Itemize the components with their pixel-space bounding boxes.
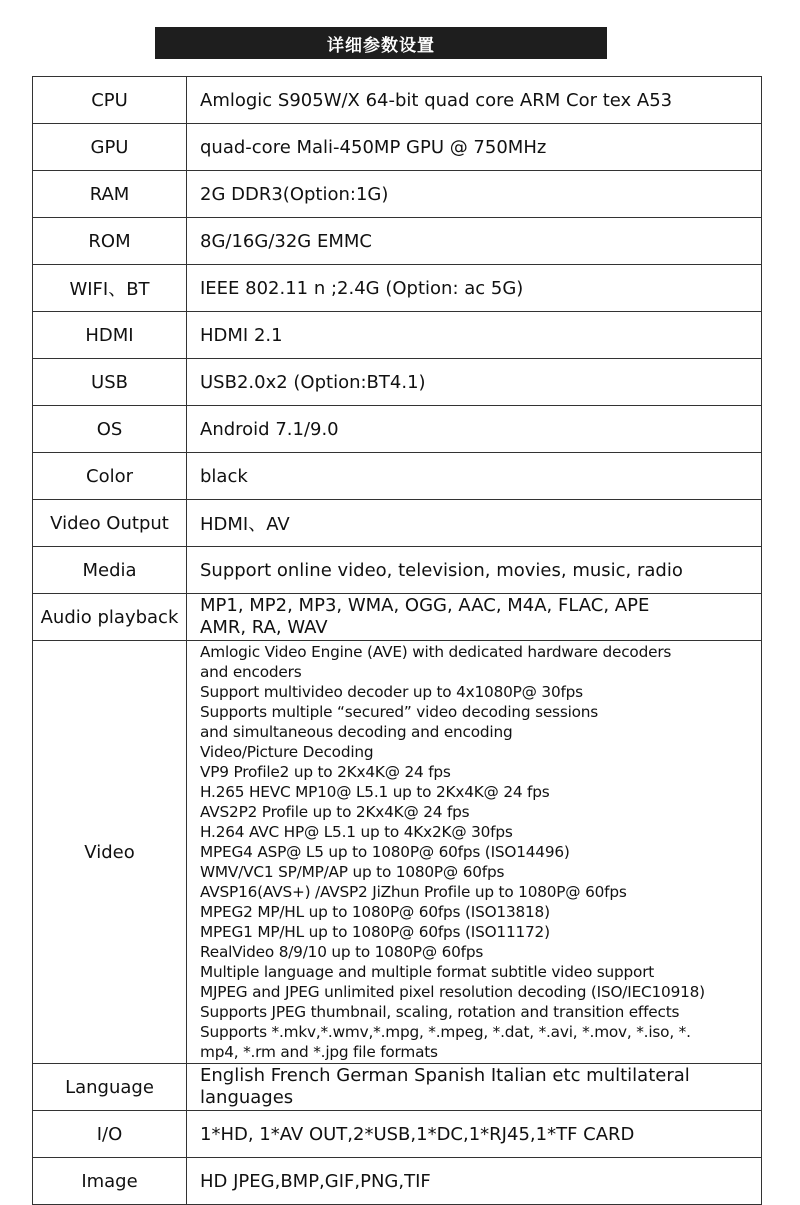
spec-label: ROM — [33, 218, 187, 264]
spec-value: HD JPEG,BMP,GIF,PNG,TIF — [200, 1170, 431, 1192]
spec-row — [33, 500, 761, 547]
spec-value — [187, 594, 761, 640]
spec-label: HDMI — [33, 312, 187, 358]
video-spec-line: Video/Picture Decoding — [200, 743, 374, 761]
spec-row-audio — [33, 594, 761, 641]
video-spec-line: Supports *.mkv,*.wmv,*.mpg, *.mpeg, *.dat, *.avi, *.mov, *.iso, *. — [200, 1023, 691, 1041]
spec-row-image — [33, 1158, 761, 1205]
section-title-banner: 详细参数设置 — [155, 27, 607, 59]
spec-row — [33, 171, 761, 218]
video-spec-line: MPEG1 MP/HL up to 1080P@ 60fps (ISO11172) — [200, 923, 550, 941]
spec-value: IEEE 802.11 n ;2.4G (Option: ac 5G) — [200, 277, 524, 299]
spec-value: Support online video, television, movies, music, radio — [200, 559, 683, 581]
spec-value: USB2.0x2 (Option:BT4.1) — [200, 371, 426, 393]
spec-label: RAM — [33, 171, 187, 217]
spec-label: Image — [33, 1158, 187, 1204]
spec-row-io — [33, 1111, 761, 1158]
video-spec-line: AVSP16(AVS+) /AVSP2 JiZhun Profile up to 1080P@ 60fps — [200, 883, 627, 901]
video-spec-line: AVS2P2 Profile up to 2Kx4K@ 24 fps — [200, 803, 470, 821]
spec-label: I/O — [33, 1111, 187, 1157]
spec-row — [33, 359, 761, 406]
spec-value: HDMI 2.1 — [200, 324, 283, 346]
video-spec-line: Amlogic Video Engine (AVE) with dedicated hardware decoders — [200, 643, 672, 661]
video-spec-line: MJPEG and JPEG unlimited pixel resolution decoding (ISO/IEC10918) — [200, 983, 705, 1001]
spec-value: 2G DDR3(Option:1G) — [200, 183, 389, 205]
spec-row — [33, 312, 761, 359]
video-spec-line: H.264 AVC HP@ L5.1 up to 4Kx2K@ 30fps — [200, 823, 513, 841]
spec-value-line: AMR, RA, WAV — [200, 617, 328, 638]
spec-value: Android 7.1/9.0 — [200, 418, 339, 440]
video-spec-line: Supports multiple “secured” video decoding sessions — [200, 703, 599, 721]
spec-row — [33, 77, 761, 124]
spec-value: 1*HD, 1*AV OUT,2*USB,1*DC,1*RJ45,1*TF CARD — [200, 1123, 635, 1145]
spec-row — [33, 547, 761, 594]
video-spec-line: H.265 HEVC MP10@ L5.1 up to 2Kx4K@ 24 fps — [200, 783, 550, 801]
spec-row — [33, 265, 761, 312]
spec-label: WIFI、BT — [33, 265, 187, 311]
video-spec-line: Support multivideo decoder up to 4x1080P@ 30fps — [200, 683, 583, 701]
spec-label: CPU — [33, 77, 187, 123]
video-spec-line: Supports JPEG thumbnail, scaling, rotation and transition effects — [200, 1003, 680, 1021]
spec-label: Video — [33, 641, 187, 1063]
video-spec-line: RealVideo 8/9/10 up to 1080P@ 60fps — [200, 943, 484, 961]
video-spec-line: and encoders — [200, 663, 302, 681]
spec-label: Audio playback — [33, 594, 187, 640]
spec-value-line: MP1, MP2, MP3, WMA, OGG, AAC, M4A, FLAC, APE — [200, 595, 650, 616]
video-spec-line: mp4, *.rm and *.jpg file formats — [200, 1043, 438, 1061]
spec-label: Language — [33, 1064, 187, 1110]
spec-table — [32, 76, 762, 1205]
spec-label: OS — [33, 406, 187, 452]
video-spec-line: MPEG4 ASP@ L5 up to 1080P@ 60fps (ISO14496) — [200, 843, 570, 861]
video-spec-line: WMV/VC1 SP/MP/AP up to 1080P@ 60fps — [200, 863, 505, 881]
spec-label: Video Output — [33, 500, 187, 546]
spec-label: Media — [33, 547, 187, 593]
spec-value: Amlogic S905W/X 64-bit quad core ARM Cor tex A53 — [200, 89, 673, 111]
video-spec-line: VP9 Profile2 up to 2Kx4K@ 24 fps — [200, 763, 451, 781]
spec-label: Color — [33, 453, 187, 499]
spec-value-line: languages — [200, 1087, 294, 1108]
spec-value: HDMI、AV — [200, 514, 290, 535]
spec-value — [187, 1064, 761, 1110]
spec-value-line: English French German Spanish Italian etc multilateral — [200, 1065, 690, 1086]
video-spec-line: MPEG2 MP/HL up to 1080P@ 60fps (ISO13818) — [200, 903, 550, 921]
spec-row — [33, 453, 761, 500]
spec-label: USB — [33, 359, 187, 405]
spec-row — [33, 124, 761, 171]
spec-row-language — [33, 1064, 761, 1111]
spec-value: black — [200, 465, 248, 487]
spec-row-video — [33, 641, 761, 1064]
spec-value: 8G/16G/32G EMMC — [200, 230, 372, 252]
video-spec-line: and simultaneous decoding and encoding — [200, 723, 513, 741]
spec-row — [33, 218, 761, 265]
spec-row — [33, 406, 761, 453]
spec-value: quad-core Mali-450MP GPU @ 750MHz — [200, 136, 547, 158]
video-spec-line: Multiple language and multiple format subtitle video support — [200, 963, 655, 981]
spec-label: GPU — [33, 124, 187, 170]
spec-value — [187, 641, 761, 1063]
